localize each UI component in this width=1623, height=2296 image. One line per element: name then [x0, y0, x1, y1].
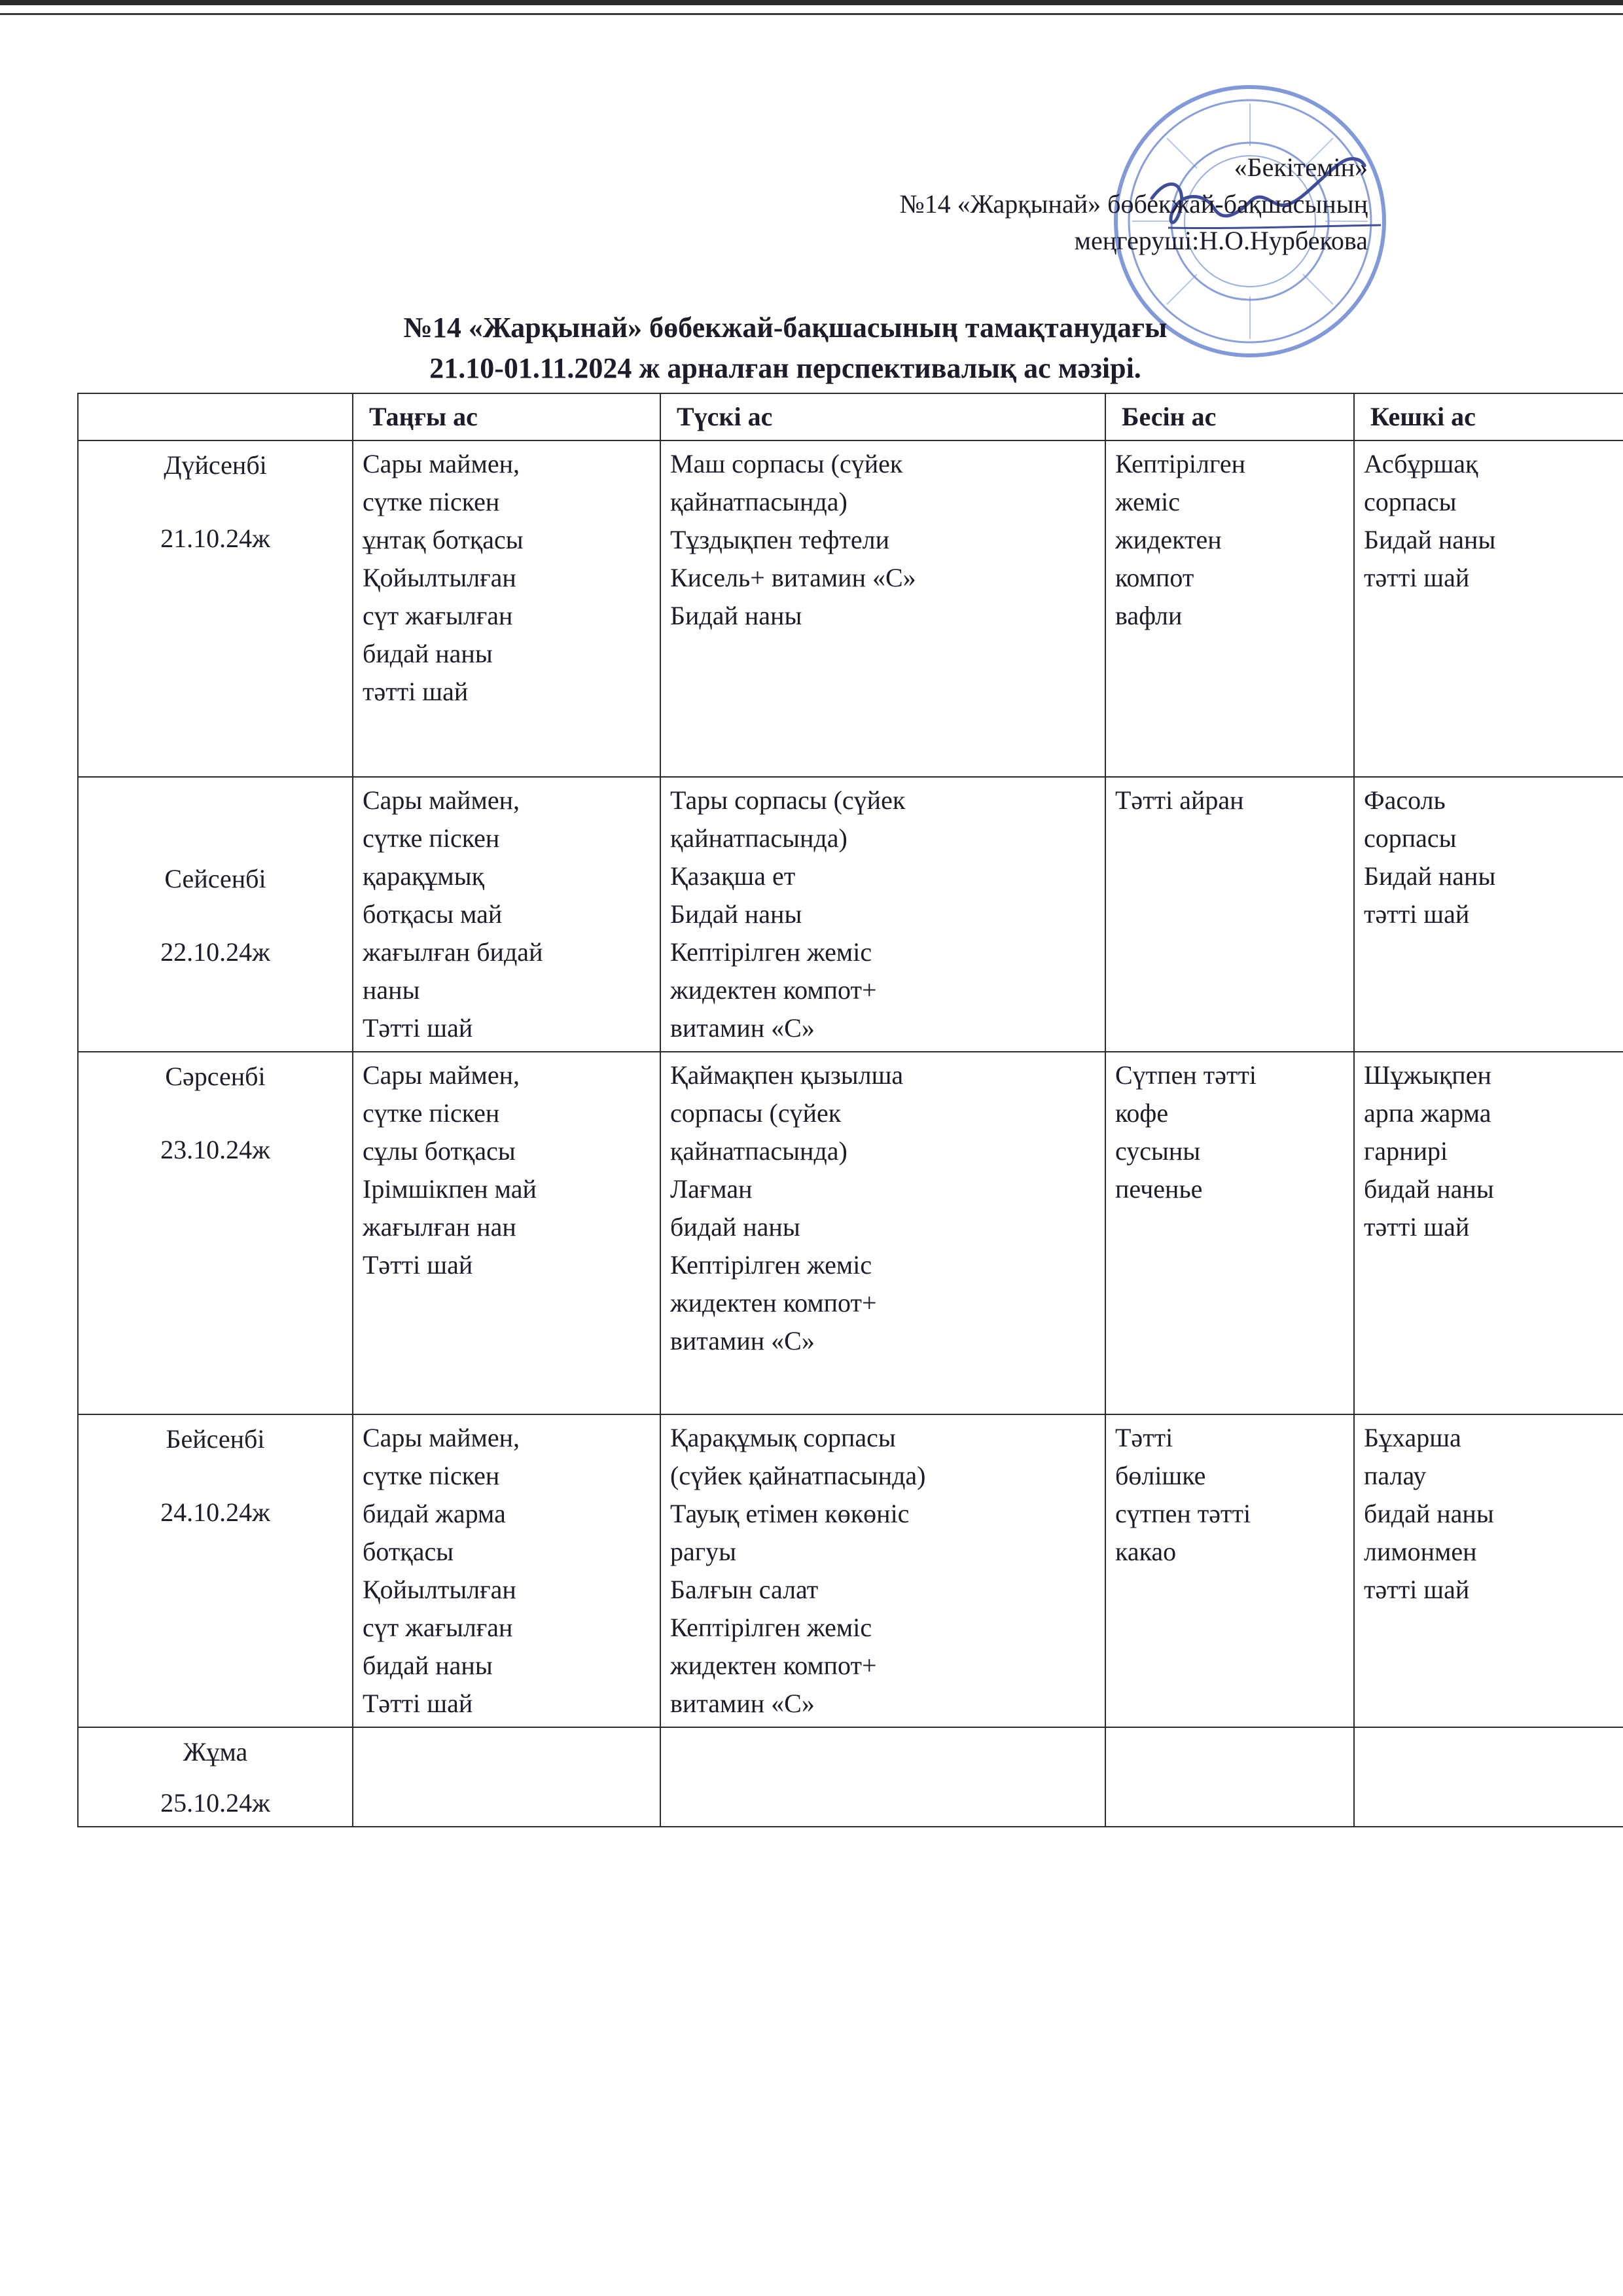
snack-cell — [1105, 1727, 1354, 1827]
day-name: Жұма — [183, 1737, 248, 1767]
table-row — [78, 1414, 1623, 1727]
table-row — [78, 1727, 1623, 1827]
lunch-cell: Маш сорпасы (сүйек қайнатпасында) Тұздықпен тефтели Кисель+ витамин «С» Бидай наны — [660, 440, 1105, 777]
day-date: 24.10.24ж — [160, 1498, 270, 1527]
lunch-cell: Тары сорпасы (сүйек қайнатпасында) Қазақша ет Бидай наны Кептірілген жеміс жидектен компот+ витамин «С» — [660, 777, 1105, 1052]
breakfast-cell: Сары маймен, сүтке піскен қарақұмық ботқасы май жағылған бидай наны Тәтті шай — [353, 777, 660, 1052]
breakfast-cell: Сары маймен, сүтке піскен бидай жарма ботқасы Қойылтылған сүт жағылған бидай наны Тәтті шай — [353, 1414, 660, 1727]
day-date: 22.10.24ж — [160, 937, 270, 967]
lunch-cell: Қаймақпен қызылша сорпасы (сүйек қайнатпасында) Лағман бидай наны Кептірілген жеміс жидектен компот+ витамин «С» — [660, 1052, 1105, 1414]
breakfast-cell: Сары маймен, сүтке піскен сұлы ботқасы Ірімшікпен май жағылған нан Тәтті шай — [353, 1052, 660, 1414]
day-cell — [78, 1052, 353, 1414]
header-day — [78, 393, 353, 440]
dinner-cell: Фасоль сорпасы Бидай наны тәтті шай — [1354, 777, 1623, 1052]
approval-line-2: №14 «Жарқынай» бөбекжай-бақшасының — [899, 189, 1368, 219]
day-cell — [78, 1414, 353, 1727]
breakfast-cell — [353, 1727, 660, 1827]
lunch-cell: Қарақұмық сорпасы (сүйек қайнатпасында) Тауық етімен көкөніс рагуы Балғын салат Кептірілген жеміс жидектен компот+ витамин «С» — [660, 1414, 1105, 1727]
header-lunch: Түскі ас — [660, 393, 1105, 440]
header-dinner: Кешкі ас — [1354, 393, 1623, 440]
header-row — [78, 393, 1623, 440]
day-name: Дүйсенбі — [164, 450, 267, 480]
dinner-cell: Асбұршақ сорпасы Бидай наны тәтті шай — [1354, 440, 1623, 777]
day-name: Сәрсенбі — [165, 1062, 266, 1091]
table-row — [78, 777, 1623, 1052]
scan-line — [0, 13, 1623, 15]
menu-table — [77, 393, 1623, 1827]
header-snack: Бесін ас — [1105, 393, 1354, 440]
snack-cell: Тәтті бөлішке сүтпен тәтті какао — [1105, 1414, 1354, 1727]
day-cell — [78, 440, 353, 777]
title-line-1: №14 «Жарқынай» бөбекжай-бақшасының тамақтанудағы — [403, 312, 1168, 344]
lunch-cell — [660, 1727, 1105, 1827]
day-cell — [78, 1727, 353, 1827]
table-row — [78, 1052, 1623, 1414]
header-breakfast: Таңғы ас — [353, 393, 660, 440]
approval-line-3: меңгерушi:Н.О.Нурбекова — [1074, 226, 1368, 255]
day-name: Бейсенбі — [166, 1424, 265, 1454]
approval-line-1: «Бекітемін» — [1234, 152, 1368, 182]
day-date: 21.10.24ж — [160, 524, 270, 553]
snack-cell: Тәтті айран — [1105, 777, 1354, 1052]
dinner-cell: Бұхарша палау бидай наны лимонмен тәтті шай — [1354, 1414, 1623, 1727]
scan-edge — [0, 0, 1623, 5]
approval-block — [899, 149, 1368, 259]
table-row — [78, 440, 1623, 777]
title-line-2: 21.10-01.11.2024 ж арналған перспективалық ас мәзірі. — [429, 352, 1141, 384]
day-date: 25.10.24ж — [160, 1788, 270, 1818]
snack-cell: Кептірілген жеміс жидектен компот вафли — [1105, 440, 1354, 777]
snack-cell: Сүтпен тәтті кофе сусыны печенье — [1105, 1052, 1354, 1414]
breakfast-cell: Сары маймен, сүтке піскен ұнтақ ботқасы Қойылтылған сүт жағылған бидай наны тәтті шай — [353, 440, 660, 777]
dinner-cell: Шұжықпен арпа жарма гарнирі бидай наны тәтті шай — [1354, 1052, 1623, 1414]
day-cell — [78, 777, 353, 1052]
dinner-cell — [1354, 1727, 1623, 1827]
document-title — [196, 308, 1374, 389]
day-name: Сейсенбі — [164, 864, 266, 893]
day-date: 23.10.24ж — [160, 1135, 270, 1164]
